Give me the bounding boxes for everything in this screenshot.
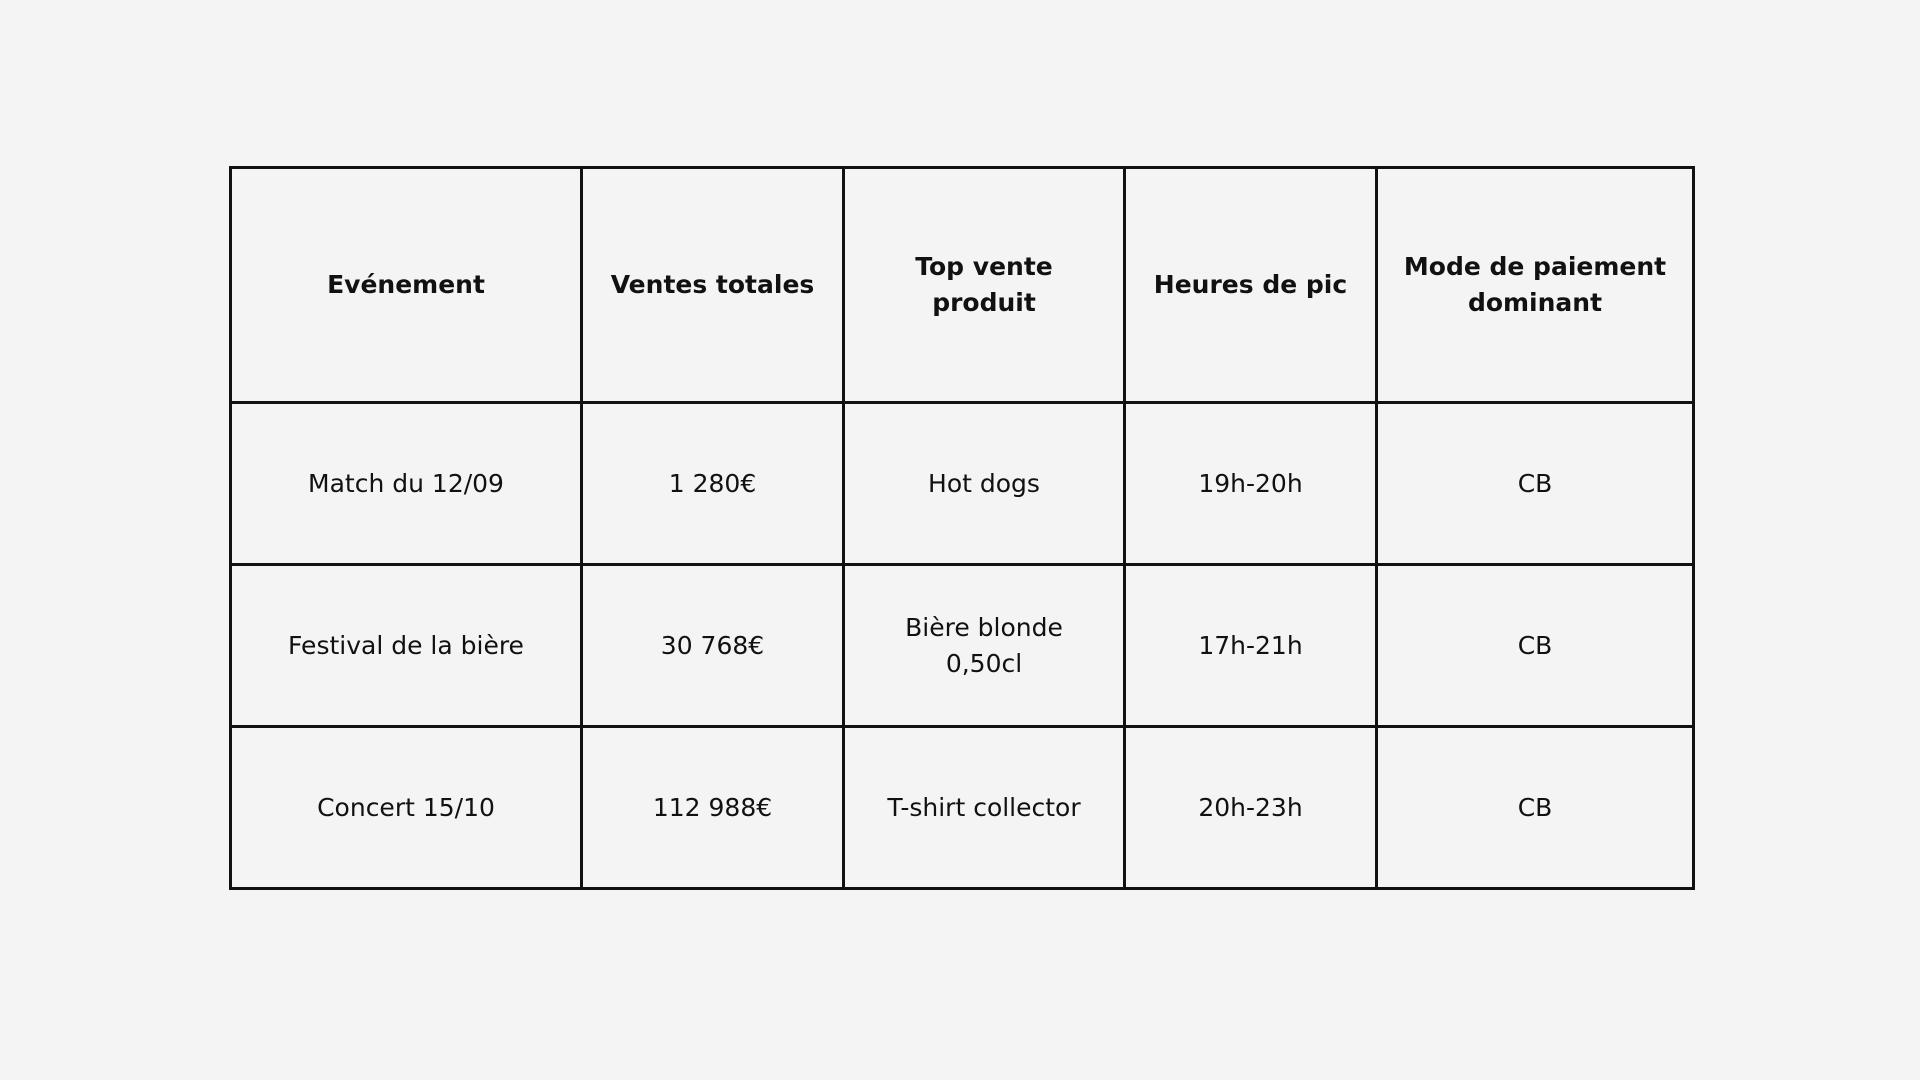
header-mode-de-paiement: Mode de paiement dominant	[1377, 168, 1694, 403]
header-top-vente-produit: Top vente produit	[844, 168, 1125, 403]
cell-top-vente-produit: Bière blonde 0,50cl	[844, 565, 1125, 727]
header-evenement: Evénement	[231, 168, 582, 403]
cell-ventes-totales: 112 988€	[582, 727, 844, 889]
cell-mode-de-paiement: CB	[1377, 565, 1694, 727]
table-row	[231, 403, 1694, 565]
table-row	[231, 727, 1694, 889]
header-heures-de-pic: Heures de pic	[1125, 168, 1377, 403]
cell-heures-de-pic: 17h-21h	[1125, 565, 1377, 727]
cell-heures-de-pic: 19h-20h	[1125, 403, 1377, 565]
cell-evenement: Concert 15/10	[231, 727, 582, 889]
cell-mode-de-paiement: CB	[1377, 403, 1694, 565]
cell-heures-de-pic: 20h-23h	[1125, 727, 1377, 889]
cell-ventes-totales: 1 280€	[582, 403, 844, 565]
cell-mode-de-paiement: CB	[1377, 727, 1694, 889]
cell-top-vente-produit: T-shirt collector	[844, 727, 1125, 889]
table-header-row	[231, 168, 1694, 403]
cell-top-vente-produit: Hot dogs	[844, 403, 1125, 565]
cell-ventes-totales: 30 768€	[582, 565, 844, 727]
header-ventes-totales: Ventes totales	[582, 168, 844, 403]
events-sales-table	[229, 166, 1695, 890]
cell-evenement: Festival de la bière	[231, 565, 582, 727]
table-row	[231, 565, 1694, 727]
cell-evenement: Match du 12/09	[231, 403, 582, 565]
